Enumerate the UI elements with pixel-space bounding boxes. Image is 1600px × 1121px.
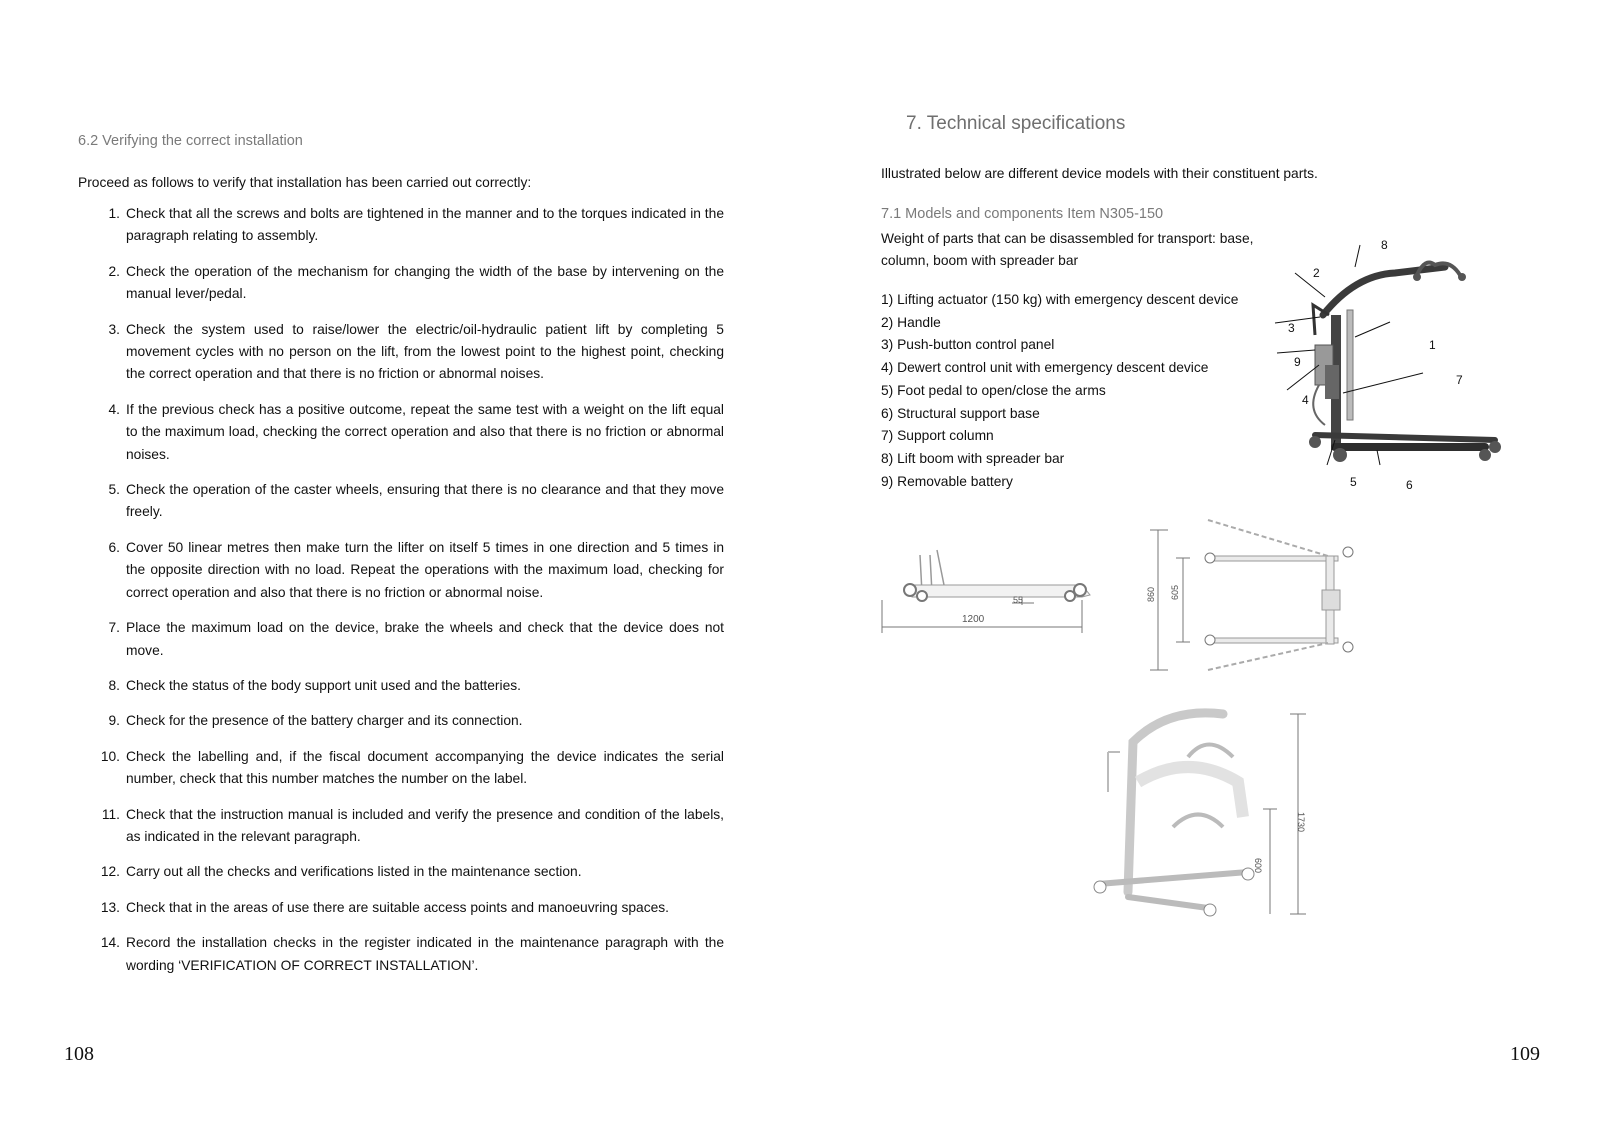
wheel [1333, 448, 1347, 462]
wheel [1074, 584, 1086, 596]
step-text: Place the maximum load on the device, brake the wheels and check that the device does not move. [126, 620, 724, 658]
wheel [1204, 904, 1216, 916]
front-view-drawing [1098, 712, 1318, 927]
side-view-drawing [882, 545, 1104, 650]
list-item [100, 537, 724, 604]
wheel [1205, 553, 1215, 563]
callout-1: 1 [1429, 338, 1436, 352]
spreader-lower [1173, 815, 1223, 828]
step-text: Check that the instruction manual is included and verify the presence and condition of the labels, as indicated in the relevant paragraph. [126, 806, 724, 844]
list-item: 2) Handle [881, 314, 941, 330]
step-text: Check the operation of the caster wheels, ensuring that there is no clearance and that they move freely. [126, 482, 724, 520]
control-unit-shape [1325, 365, 1339, 399]
front-handle [1108, 752, 1120, 792]
cable-shape [1313, 385, 1325, 425]
list-item: 3) Push-button control panel [881, 337, 1055, 353]
front-height-label: 1730 [1296, 812, 1306, 833]
wheel [1242, 868, 1254, 880]
step-number: 13. [100, 899, 120, 915]
step-number: 2. [108, 263, 120, 279]
top-column-base [1322, 590, 1340, 610]
list-item: 5) Foot pedal to open/close the arms [881, 382, 1106, 398]
front-low-label: 600 [1253, 858, 1263, 874]
subsection-title-7-1: 7.1 Models and components Item N305-150 [881, 206, 1164, 222]
list-item [100, 617, 724, 662]
step-number: 4. [108, 401, 120, 417]
weight-note-line-1: Weight of parts that can be disassembled for transport: base, [881, 231, 1254, 246]
step-text: Check the labelling and, if the fiscal document accompanying the device indicates the serial number, check that this number matches the number on the label. [126, 748, 724, 787]
actuator-shape [1347, 310, 1353, 420]
callout-7: 7 [1456, 373, 1463, 387]
step-number: 11. [101, 806, 120, 822]
callout-3: 3 [1288, 321, 1295, 335]
weight-note-line-2: column, boom with spreader bar [881, 253, 1079, 268]
step-number: 5. [108, 482, 120, 498]
top-leg-lower [1208, 638, 1338, 643]
base-leg-front [1315, 435, 1495, 440]
step-number: 6. [108, 539, 120, 555]
open-leg-dashed [1208, 520, 1328, 670]
callout-line-9 [1277, 350, 1315, 353]
step-text: If the previous check has a positive outcome, repeat the same test with a weight on the lift equal to the maximum load, checking the correct operation and also that there is no friction or abnormal noises. [126, 401, 724, 462]
callout-line-6 [1377, 450, 1380, 465]
step-text: Check the system used to raise/lower the electric/oil-hydraulic patient lift by completing 5 movement cycles with no person on the lift, from the lowest point to the highest point, checking the correct operation and that there is no friction or abnormal noises. [126, 321, 724, 382]
list-item [100, 399, 724, 466]
step-number: 10. [100, 748, 120, 764]
list-item [100, 710, 724, 732]
step-text: Carry out all the checks and verifications listed in the maintenance section. [126, 864, 582, 880]
step-number: 9. [108, 713, 120, 729]
step-text: Check the operation of the mechanism for changing the width of the base by intervening on the manual lever/pedal. [126, 263, 724, 302]
list-item [100, 804, 724, 849]
front-boom [1128, 713, 1223, 892]
list-item: 7) Support column [881, 428, 994, 444]
list-item [100, 675, 724, 697]
wheel [1065, 591, 1075, 601]
callout-9: 9 [1294, 355, 1301, 369]
step-text: Record the installation checks in the register indicated in the maintenance paragraph with the wording ‘VERIFICATION OF CORRECT INSTALLATION’. [126, 935, 724, 973]
top-leg-upper [1208, 556, 1338, 561]
side-base [912, 585, 1090, 597]
callout-5: 5 [1350, 475, 1357, 489]
section-title-6-2: 6.2 Verifying the correct installation [78, 133, 303, 149]
boom-lowered-ghost [1138, 767, 1243, 817]
spreader-upper [1188, 745, 1233, 758]
page-number-right: 109 [1510, 1043, 1540, 1065]
wheel [1343, 642, 1353, 652]
list-item [100, 261, 724, 306]
top-view-drawing [1148, 520, 1388, 680]
side-clearance-label: 55 [1013, 595, 1024, 605]
list-item [100, 897, 724, 919]
list-item [100, 479, 724, 524]
callout-6: 6 [1406, 478, 1413, 492]
top-width-outer-label: 860 [1146, 586, 1156, 602]
step-text: Cover 50 linear metres then make turn the lifter on itself 5 times in one direction and 5 times in the opposite direction with no load. Repeat the operations with the maximum load, checking for correct operation and also that there is no friction or abnormal noise. [126, 539, 724, 600]
list-item [100, 319, 724, 386]
list-item [100, 932, 724, 977]
intro-paragraph: Proceed as follows to verify that installation has been carried out correctly: [78, 175, 532, 190]
step-number: 14. [100, 935, 120, 951]
callout-8: 8 [1381, 238, 1388, 252]
list-item: 9) Removable battery [881, 473, 1013, 489]
front-base [1098, 872, 1248, 908]
callout-line-8 [1355, 245, 1360, 267]
step-text: Check for the presence of the battery charger and its connection. [126, 713, 523, 729]
wheel [1479, 449, 1491, 461]
boom-shape [1323, 267, 1445, 315]
callout-line-7 [1343, 373, 1423, 393]
list-item [100, 861, 724, 883]
wheel [1205, 635, 1215, 645]
side-length-label: 1200 [962, 614, 985, 625]
wheel [1343, 547, 1353, 557]
list-item: 1) Lifting actuator (150 kg) with emergency descent device [881, 292, 1239, 307]
list-item [100, 203, 724, 248]
callout-line-4 [1287, 365, 1319, 390]
wheel [1094, 881, 1106, 893]
step-text: Check that in the areas of use there are suitable access points and manoeuvring spaces. [126, 899, 669, 915]
wheel [1309, 436, 1321, 448]
chapter-intro: Illustrated below are different device models with their constituent parts. [881, 166, 1318, 181]
wheel [904, 584, 916, 596]
list-item: 6) Structural support base [881, 405, 1040, 421]
chapter-title: 7. Technical specifications [906, 113, 1126, 134]
wheel [917, 591, 927, 601]
lift-components-illustration [1285, 235, 1525, 495]
list-item: 4) Dewert control unit with emergency descent device [881, 360, 1209, 376]
top-width-inner-label: 605 [1170, 584, 1180, 600]
hook-right [1458, 273, 1466, 281]
list-item [100, 746, 724, 791]
callout-line-2 [1295, 273, 1325, 297]
step-number: 1. [108, 206, 120, 221]
step-text: Check the status of the body support unit used and the batteries. [126, 677, 521, 693]
components-list [881, 289, 1238, 493]
hook-left [1413, 273, 1421, 281]
callout-2: 2 [1313, 266, 1320, 280]
wheel [1489, 441, 1501, 453]
step-number: 12. [100, 864, 120, 880]
step-number: 7. [108, 620, 120, 636]
list-item: 8) Lift boom with spreader bar [881, 450, 1065, 466]
verification-steps-list [100, 203, 724, 990]
callout-line-1 [1355, 322, 1390, 337]
page-number-left: 108 [64, 1043, 94, 1065]
step-number: 8. [108, 677, 120, 693]
step-text: Check that all the screws and bolts are tightened in the manner and to the torques indicated in the paragraph relating to assembly. [126, 206, 724, 244]
callout-4: 4 [1302, 393, 1309, 407]
step-number: 3. [108, 321, 120, 337]
